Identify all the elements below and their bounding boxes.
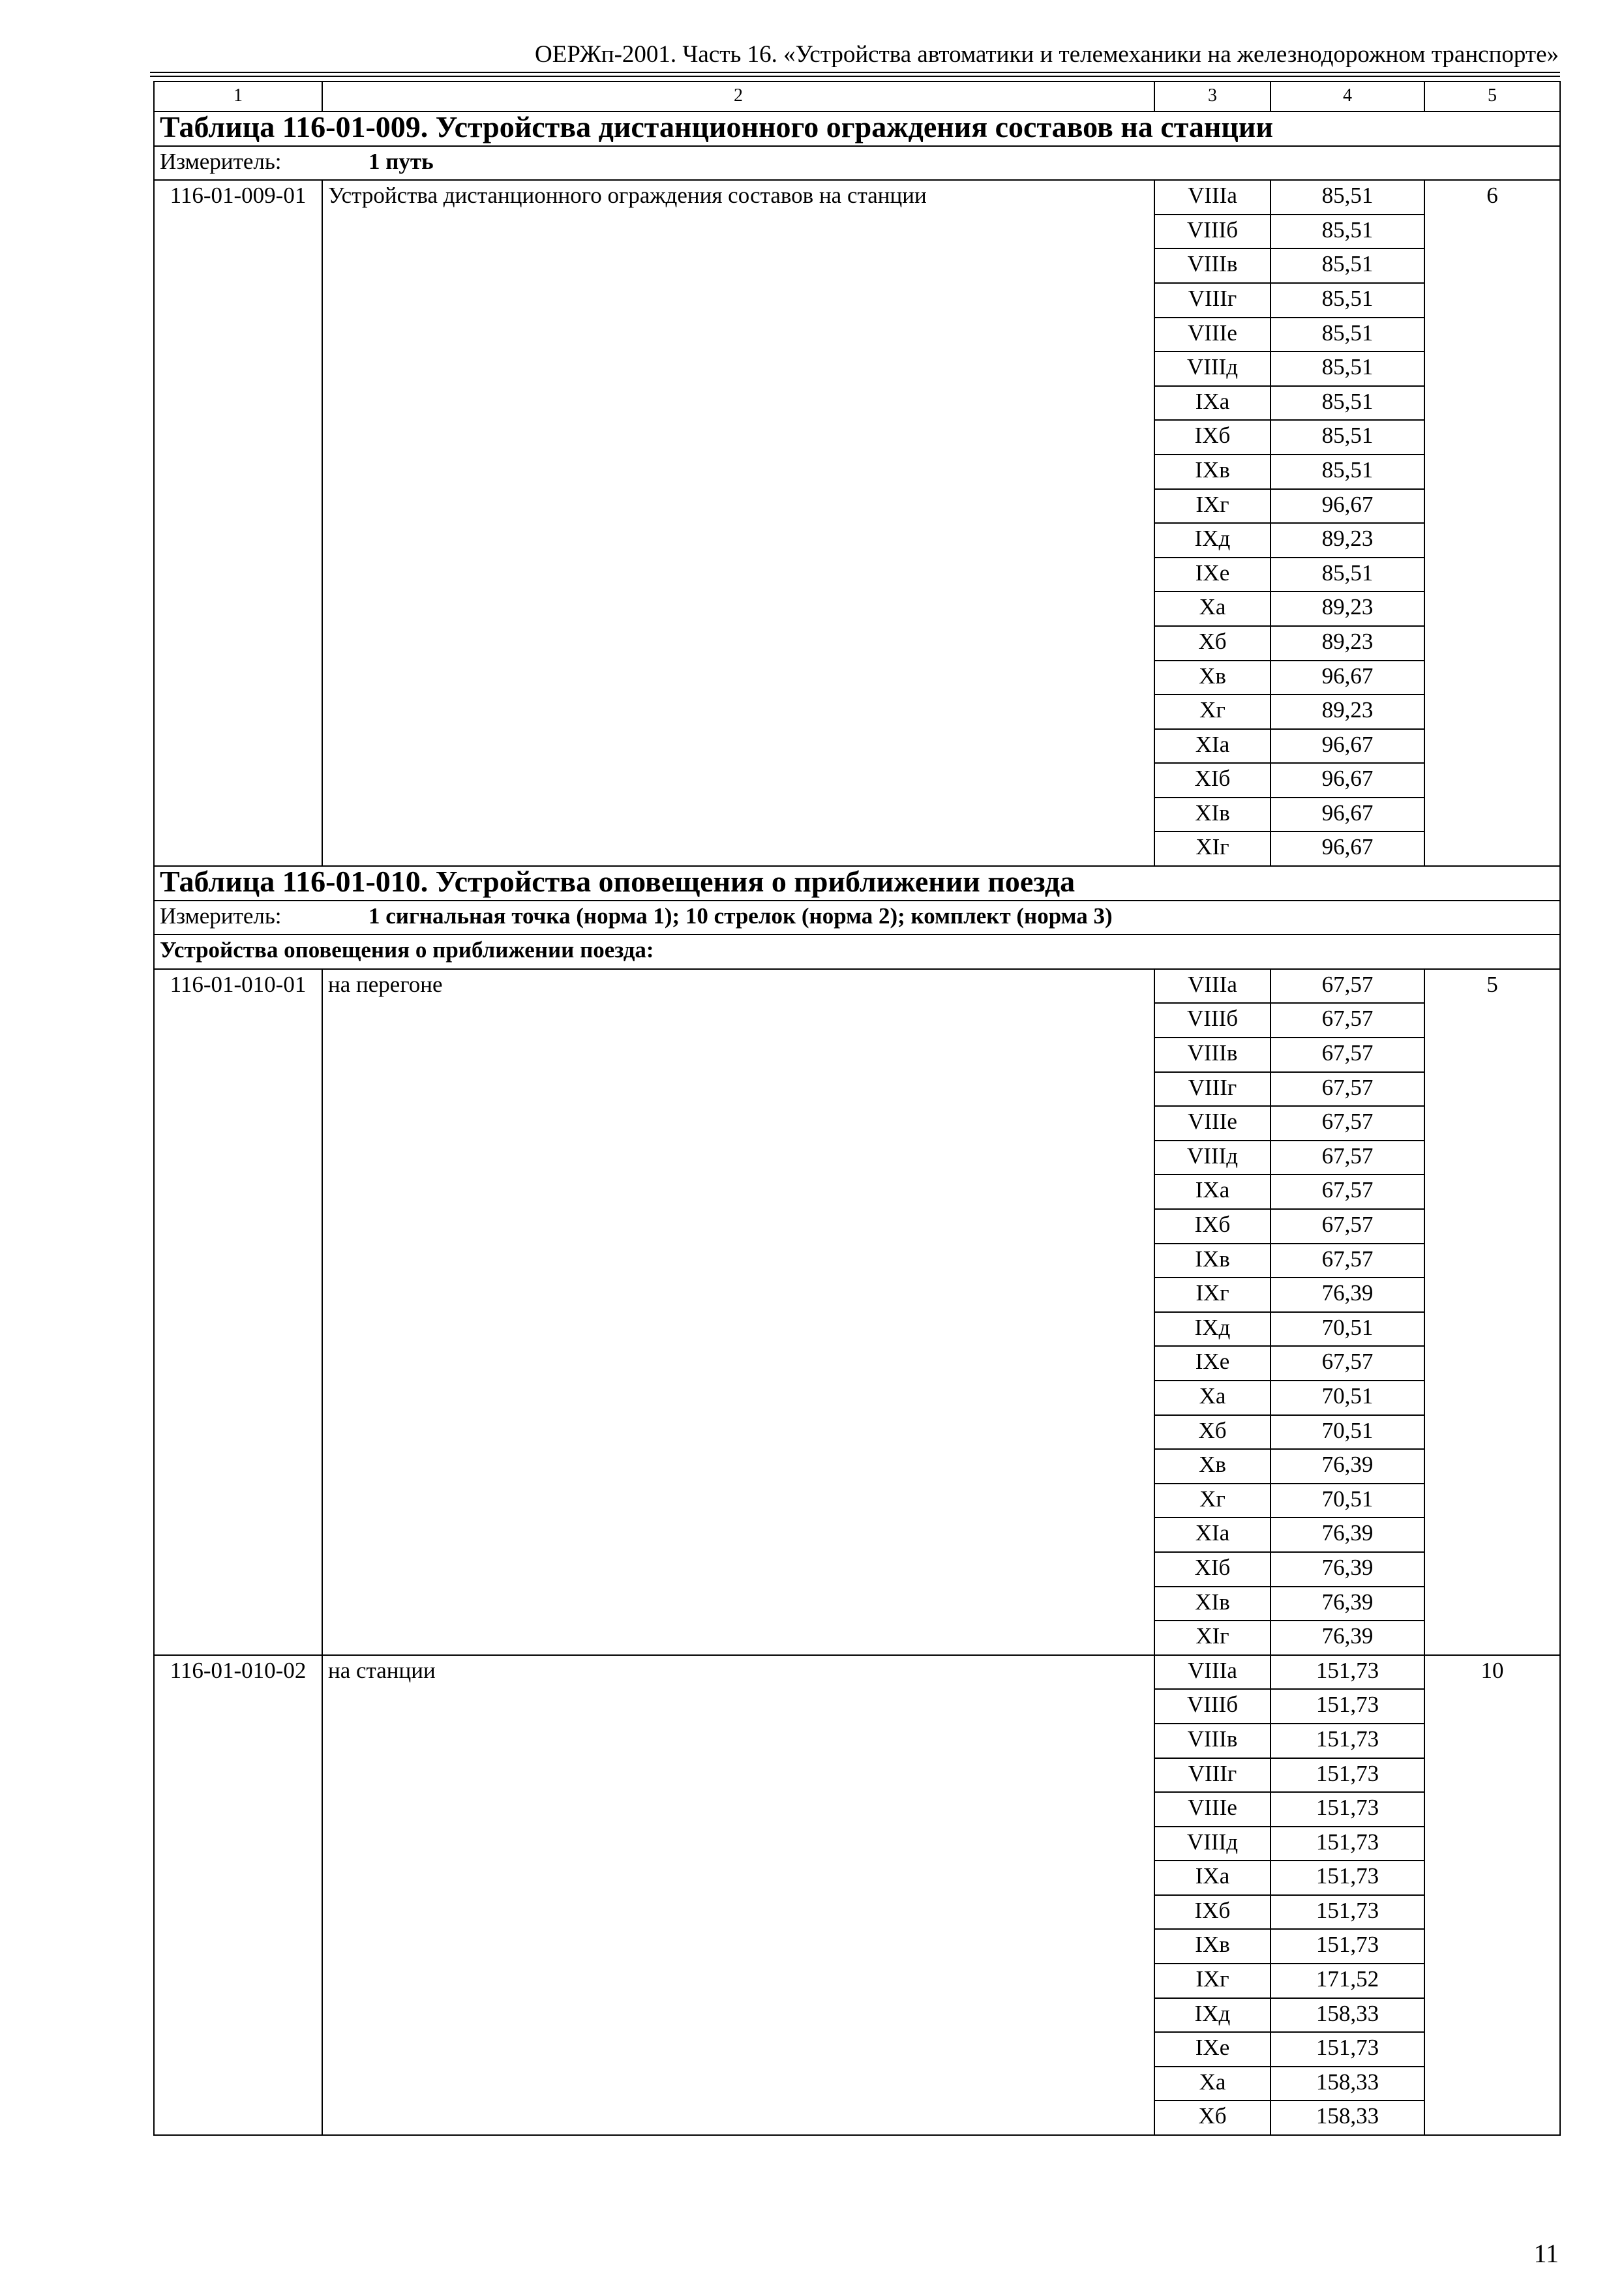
value-cell: 96,67 [1271,831,1424,866]
value-cell: 151,73 [1271,1861,1424,1895]
value-cell: 85,51 [1271,455,1424,489]
class-cell: IXв [1154,455,1271,489]
value-cell: 67,57 [1271,1072,1424,1107]
value-cell: 76,39 [1271,1621,1424,1655]
class-cell: XIг [1154,831,1271,866]
class-cell: XIв [1154,798,1271,832]
class-cell: IXа [1154,386,1271,421]
class-cell: VIIIб [1154,1689,1271,1724]
item-description: на перегоне [322,969,1154,1655]
value-cell: 70,51 [1271,1381,1424,1415]
class-cell: VIIIб [1154,1003,1271,1038]
item-code: 116-01-010-02 [154,1655,322,2135]
class-cell: VIIIа [1154,1655,1271,1690]
value-cell: 89,23 [1271,695,1424,729]
measure-value: 1 путь [368,148,434,174]
item-description: Устройства дистанционного ограждения составов на станции [322,180,1154,866]
value-cell: 151,73 [1271,1895,1424,1930]
table-row [154,180,1560,215]
measure-cell [154,146,1560,181]
class-cell: VIIIд [1154,1141,1271,1175]
table-title: Таблица 116-01-010. Устройства оповещения о приближении поезда [154,866,1560,901]
measure-row [154,146,1560,181]
value-cell: 67,57 [1271,969,1424,1004]
value-cell: 67,57 [1271,1346,1424,1381]
class-cell: IXб [1154,1209,1271,1244]
value-cell: 96,67 [1271,661,1424,695]
value-cell: 67,57 [1271,1209,1424,1244]
class-cell: IXб [1154,1895,1271,1930]
header-rule [150,72,1560,73]
class-cell: IXд [1154,1998,1271,2033]
value-cell: 158,33 [1271,1998,1424,2033]
class-cell: Xб [1154,1415,1271,1450]
class-cell: VIIIе [1154,318,1271,352]
value-cell: 76,39 [1271,1587,1424,1621]
column-number: 2 [322,82,1154,112]
running-header: ОЕРЖп-2001. Часть 16. «Устройства автоматики и телемеханики на железнодорожном транспорте» [535,41,1559,68]
class-cell: Xг [1154,1484,1271,1518]
class-cell: IXе [1154,2032,1271,2067]
class-cell: Xв [1154,1449,1271,1484]
rates-table-body [154,82,1560,2135]
column-number: 4 [1271,82,1424,112]
class-cell: IXа [1154,1174,1271,1209]
class-cell: IXб [1154,420,1271,455]
value-cell: 85,51 [1271,558,1424,592]
norm-cell: 5 [1424,969,1560,1655]
value-cell: 85,51 [1271,283,1424,318]
value-cell: 89,23 [1271,626,1424,661]
value-cell: 96,67 [1271,798,1424,832]
subheading: Устройства оповещения о приближении поезда: [154,935,1560,969]
class-cell: Xб [1154,2101,1271,2135]
item-code: 116-01-010-01 [154,969,322,1655]
class-cell: VIIIб [1154,215,1271,249]
value-cell: 171,52 [1271,1964,1424,1998]
class-cell: VIIIе [1154,1106,1271,1141]
value-cell: 85,51 [1271,215,1424,249]
table-title-row [154,866,1560,901]
class-cell: IXг [1154,1278,1271,1312]
class-cell: VIIIа [1154,180,1271,215]
measure-row [154,901,1560,935]
value-cell: 85,51 [1271,386,1424,421]
class-cell: VIIIг [1154,1072,1271,1107]
page-number: 11 [1533,2239,1559,2268]
value-cell: 151,73 [1271,1929,1424,1964]
column-number: 5 [1424,82,1560,112]
value-cell: 76,39 [1271,1518,1424,1552]
value-cell: 96,67 [1271,489,1424,524]
subheading-row [154,935,1560,969]
class-cell: Xв [1154,661,1271,695]
value-cell: 151,73 [1271,1689,1424,1724]
value-cell: 158,33 [1271,2067,1424,2101]
class-cell: VIIIг [1154,1758,1271,1793]
value-cell: 67,57 [1271,1244,1424,1278]
class-cell: IXе [1154,558,1271,592]
value-cell: 67,57 [1271,1141,1424,1175]
value-cell: 70,51 [1271,1312,1424,1347]
value-cell: 85,51 [1271,318,1424,352]
class-cell: VIIIд [1154,1827,1271,1861]
value-cell: 158,33 [1271,2101,1424,2135]
class-cell: XIв [1154,1587,1271,1621]
class-cell: VIIIг [1154,283,1271,318]
class-cell: XIа [1154,1518,1271,1552]
column-number: 3 [1154,82,1271,112]
value-cell: 151,73 [1271,1758,1424,1793]
value-cell: 89,23 [1271,591,1424,626]
value-cell: 151,73 [1271,1792,1424,1827]
column-number-row [154,82,1560,112]
class-cell: IXв [1154,1244,1271,1278]
class-cell: IXг [1154,489,1271,524]
norm-cell: 6 [1424,180,1560,866]
class-cell: Xа [1154,2067,1271,2101]
value-cell: 67,57 [1271,1106,1424,1141]
class-cell: IXа [1154,1861,1271,1895]
item-code: 116-01-009-01 [154,180,322,866]
measure-value: 1 сигнальная точка (норма 1); 10 стрелок (норма 2); комплект (норма 3) [368,903,1113,929]
value-cell: 67,57 [1271,1003,1424,1038]
header-rule-double [150,76,1560,77]
value-cell: 151,73 [1271,1655,1424,1690]
value-cell: 76,39 [1271,1552,1424,1587]
value-cell: 67,57 [1271,1174,1424,1209]
class-cell: Xа [1154,591,1271,626]
table-row [154,969,1560,1004]
class-cell: XIб [1154,1552,1271,1587]
class-cell: IXг [1154,1964,1271,1998]
column-number: 1 [154,82,322,112]
class-cell: IXд [1154,523,1271,558]
measure-cell [154,901,1560,935]
value-cell: 89,23 [1271,523,1424,558]
class-cell: Xб [1154,626,1271,661]
class-cell: VIIIв [1154,1724,1271,1758]
value-cell: 85,51 [1271,352,1424,386]
class-cell: Xг [1154,695,1271,729]
value-cell: 76,39 [1271,1449,1424,1484]
norm-cell: 10 [1424,1655,1560,2135]
value-cell: 85,51 [1271,420,1424,455]
class-cell: VIIIв [1154,1038,1271,1072]
rates-table [153,81,1561,2136]
table-row [154,1655,1560,1690]
item-description: на станции [322,1655,1154,2135]
value-cell: 70,51 [1271,1415,1424,1450]
value-cell: 96,67 [1271,729,1424,764]
measure-label: Измеритель: [160,903,282,929]
class-cell: Xа [1154,1381,1271,1415]
table-title-row [154,112,1560,146]
class-cell: XIб [1154,763,1271,798]
measure-label: Измеритель: [160,148,282,174]
value-cell: 151,73 [1271,1827,1424,1861]
value-cell: 96,67 [1271,763,1424,798]
table-title: Таблица 116-01-009. Устройства дистанционного ограждения составов на станции [154,112,1560,146]
class-cell: XIа [1154,729,1271,764]
value-cell: 151,73 [1271,2032,1424,2067]
value-cell: 85,51 [1271,180,1424,215]
class-cell: IXд [1154,1312,1271,1347]
class-cell: IXе [1154,1346,1271,1381]
value-cell: 67,57 [1271,1038,1424,1072]
class-cell: XIг [1154,1621,1271,1655]
class-cell: VIIIе [1154,1792,1271,1827]
class-cell: IXв [1154,1929,1271,1964]
value-cell: 76,39 [1271,1278,1424,1312]
class-cell: VIIIд [1154,352,1271,386]
value-cell: 151,73 [1271,1724,1424,1758]
class-cell: VIIIв [1154,248,1271,283]
value-cell: 70,51 [1271,1484,1424,1518]
value-cell: 85,51 [1271,248,1424,283]
class-cell: VIIIа [1154,969,1271,1004]
